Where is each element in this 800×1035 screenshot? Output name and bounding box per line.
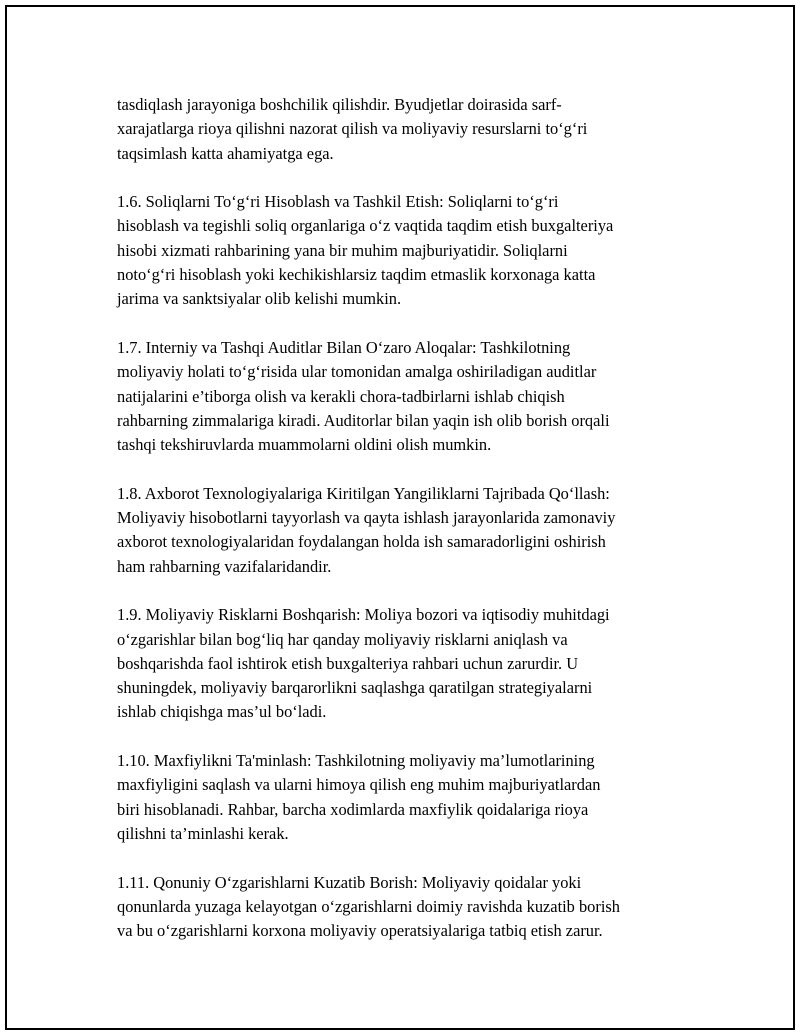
document-body <box>117 93 697 968</box>
text-line: rahbarning zimmalariga kiradi. Auditorlar bilan yaqin ish olib borish orqali <box>117 410 610 430</box>
text-line: natijalarini e’tiborga olish va kerakli chora-tadbirlarni ishlab chiqish <box>117 386 565 406</box>
text-line: noto‘g‘ri hisoblash yoki kechikishlarsiz taqdim etmaslik korxonaga katta <box>117 265 596 285</box>
text-line: biri hisoblanadi. Rahbar, barcha xodimlarda maxfiylik qoidalariga rioya <box>117 799 589 819</box>
text-line: maxfiyligini saqlash va ularni himoya qilish eng muhim majburiyatlardan <box>117 775 601 795</box>
text-line: 1.7. Interniy va Tashqi Auditlar Bilan O‘zaro Aloqalar: Tashkilotning <box>117 337 571 357</box>
text-line: 1.11. Qonuniy O‘zgarishlarni Kuzatib Borish: Moliyaviy qoidalar yoki <box>117 872 582 892</box>
text-line: ishlab chiqishga mas’ul bo‘ladi. <box>117 702 327 722</box>
paragraph-1-6-taxes <box>117 190 697 311</box>
text-line: boshqarishda faol ishtirok etish buxgalteriya rahbari uchun zarurdir. U <box>117 653 579 673</box>
text-line: tashqi tekshiruvlarda muammolarni oldini olish mumkin. <box>117 435 492 455</box>
text-line: 1.6. Soliqlarni To‘g‘ri Hisoblash va Tashkil Etish: Soliqlarni to‘g‘ri <box>117 192 559 212</box>
text-line: va bu o‘zgarishlarni korxona moliyaviy operatsiyalariga tatbiq etish zarur. <box>117 921 603 941</box>
paragraph-budget-continuation <box>117 93 697 166</box>
paragraph-1-10-confidentiality <box>117 749 697 846</box>
text-line: Moliyaviy hisobotlarni tayyorlash va qayta ishlash jarayonlarida zamonaviy <box>117 508 616 528</box>
paragraph-1-8-it <box>117 482 697 579</box>
text-line: tasdiqlash jarayoniga boshchilik qilishdir. Byudjetlar doirasida sarf- <box>117 95 562 114</box>
text-line: o‘zgarishlar bilan bog‘liq har qanday moliyaviy risklarni aniqlash va <box>117 629 568 649</box>
text-line: 1.8. Axborot Texnologiyalariga Kiritilgan Yangiliklarni Tajribada Qo‘llash: <box>117 483 610 503</box>
text-line: hisoblash va tegishli soliq organlariga o‘z vaqtida taqdim etish buxgalteriya <box>117 216 614 236</box>
text-line: 1.10. Maxfiylikni Ta'minlash: Tashkilotning moliyaviy ma’lumotlarining <box>117 751 595 771</box>
text-line: taqsimlash katta ahamiyatga ega. <box>117 143 334 163</box>
text-line: axborot texnologiyalaridan foydalangan holda ish samaradorligini oshirish <box>117 532 606 552</box>
text-line: xarajatlarga rioya qilishni nazorat qilish va moliyaviy resurslarni to‘g‘ri <box>117 119 588 139</box>
text-line: moliyaviy holati to‘g‘risida ular tomonidan amalga oshiriladigan auditlar <box>117 362 597 382</box>
text-line: ham rahbarning vazifalaridandir. <box>117 556 332 576</box>
text-line: jarima va sanktsiyalar olib kelishi mumkin. <box>117 289 402 309</box>
text-line: qonunlarda yuzaga kelayotgan o‘zgarishlarni doimiy ravishda kuzatib borish <box>117 896 620 916</box>
text-line: 1.9. Moliyaviy Risklarni Boshqarish: Moliya bozori va iqtisodiy muhitdagi <box>117 605 610 625</box>
paragraph-1-9-risks <box>117 603 697 724</box>
paragraph-1-11-legal-changes <box>117 871 697 944</box>
text-line: qilishni ta’minlashi kerak. <box>117 823 289 843</box>
paragraph-1-7-audits <box>117 336 697 457</box>
text-line: hisobi xizmati rahbarining yana bir muhim majburiyatidir. Soliqlarni <box>117 240 568 260</box>
text-line: shuningdek, moliyaviy barqarorlikni saqlashga qaratilgan strategiyalarni <box>117 678 593 698</box>
